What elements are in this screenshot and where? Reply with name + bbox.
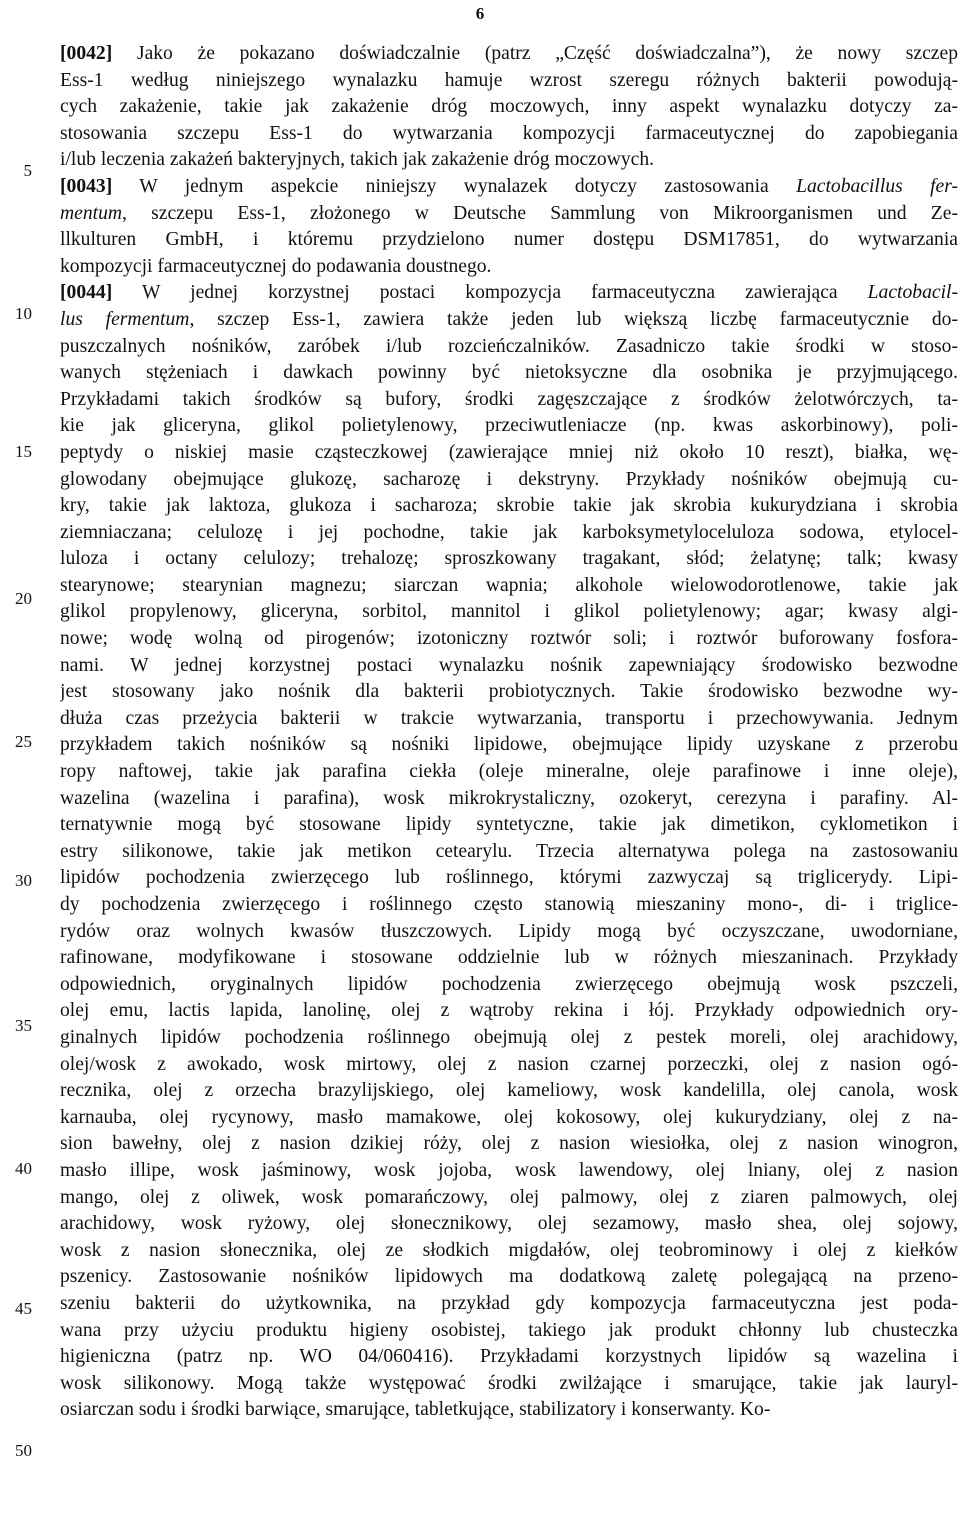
text-line: wazelina (wazelina i parafina), wosk mikrokrystaliczny, ozokeryt, cerezyna i parafiny. Al- [60, 787, 958, 809]
text-line: olej emu, lactis lapida, lanolinę, olej z wątroby rekina i łój. Przykłady odpowiednich ory- [60, 1000, 958, 1022]
text-line: llkulturen GmbH, i któremu przydzielono numer dostępu DSM17851, do wytwarzania [60, 229, 958, 251]
text-line: olej/wosk z awokado, wosk mirtowy, olej z nasion czarnej porzeczki, olej z nasion ogó- [60, 1053, 958, 1075]
text-line: lus fermentum, szczep Ess-1, zawiera także jeden lub większą liczbę farmaceutycznie do- [60, 308, 958, 330]
text-line: rydów oraz wolnych kwasów tłuszczowych. Lipidy mogą być oczyszczane, uwodorniane, [60, 920, 958, 942]
line-number: 45 [15, 1299, 32, 1318]
text-line: Przykładami takich środków są bufory, środki zagęszczające z środków żelotwórczych, ta- [60, 388, 958, 410]
text-line: Ess-1 według niniejszego wynalazku hamuje wzrost szeregu różnych bakterii powodują- [60, 69, 958, 91]
text-line: kompozycji farmaceutycznej do podawania doustnego. [60, 255, 492, 277]
text-line: recznika, olej z orzecha brazylijskiego, olej kameliowy, wosk kandelilla, olej canola, wosk [60, 1080, 958, 1102]
text-line: osiarczan sodu i środki barwiące, smarujące, tabletkujące, stabilizatory i konserwanty. Ko- [60, 1399, 771, 1421]
text-line: dy pochodzenia zwierzęcego i roślinnego często stanowią mieszaniny mono-, di- i triglice- [60, 894, 958, 915]
line-number: 15 [15, 442, 32, 461]
text-line: puszczalnych nośników, zaróbek i/lub rozcieńczalników. Zasadniczo takie środki w stoso- [60, 335, 958, 357]
line-number: 40 [15, 1159, 32, 1178]
text-line: ziemniaczana; celulozę i jej pochodne, takie jak karboksymetyloceluloza sodowa, etylocel- [60, 521, 958, 543]
text-line: estry silikonowe, takie jak metikon cetearylu. Trzecia alternatywa polega na zastosowaniu [60, 840, 958, 862]
text-line: przykładem takich nośników są nośniki lipidowe, obejmujące lipidy uzyskane z przerobu [60, 734, 958, 756]
text-line: glikol propylenowy, gliceryna, sorbitol, mannitol i glikol polietylenowy; agar; kwasy algi- [60, 601, 958, 623]
text-line: kie jak gliceryna, glikol polietylenowy, przeciwutleniacze (np. kwas askorbinowy), poli- [60, 415, 958, 437]
text-line: nowe; wodę wolną od pirogenów; izotoniczny roztwór soli; i roztwór buforowany fosfora- [60, 628, 958, 650]
text-line: luloza i octany celulozy; trehalozę; sproszkowany tragakant, słód; żelatynę; talk; kwasy [60, 548, 958, 570]
text-line: mentum, szczepu Ess-1, złożonego w Deutsche Sammlung von Mikroorganismen und Ze- [60, 202, 958, 224]
line-number-column [0, 0, 40, 1515]
text-line: ropy naftowej, takie jak parafina ciekła (oleje mineralne, oleje parafinowe i inne oleje), [60, 761, 958, 783]
text-line: sion bawełny, olej z nasion dzikiej róży, olej z nasion wiesiołka, olej z nasion winogron, [60, 1133, 958, 1155]
paragraph-label: [0042] [60, 43, 113, 64]
text-line: arachidowy, wosk ryżowy, olej słonecznikowy, olej sezamowy, masło shea, olej sojowy, [60, 1213, 958, 1235]
line-number: 30 [15, 871, 32, 890]
text-line: [0042] Jako że pokazano doświadczalnie (patrz „Część doświadczalna”), że nowy szczep [60, 43, 958, 64]
text-line: [0044] W jednej korzystnej postaci kompozycja farmaceutyczna zawierająca Lactobacil- [60, 282, 958, 304]
text-line: higieniczna (patrz np. WO 04/060416). Przykładami korzystnych lipidów są wazelina i [60, 1346, 958, 1368]
text-line: ternatywnie mogą być stosowane lipidy syntetyczne, takie jak dimetikon, cyklometikon i [60, 814, 958, 836]
text-line: jest stosowany jako nośnik dla bakterii probiotycznych. Takie środowisko bezwodne wy- [60, 681, 958, 703]
text-line: peptydy o niskiej masie cząsteczkowej (zawierające mniej niż około 10 reszt), białka, wę- [60, 441, 958, 463]
text-line: kry, takie jak laktoza, glukoza i sacharoza; skrobie takie jak skrobia kukurydziana i skrobia [60, 495, 958, 517]
text-line: nami. W jednej korzystnej postaci wynalazku nośnik zapewniający środowisko bezwodne [60, 654, 958, 676]
paragraph-label: [0044] [60, 282, 113, 304]
text-line: wosk silikonowy. Mogą także występować środki zwilżające i smarujące, takie jak lauryl- [60, 1372, 958, 1394]
line-number: 50 [15, 1441, 32, 1460]
text-line: lipidów pochodzenia zwierzęcego lub roślinnego, którymi zazwyczaj są triglicerydy. Lipi- [60, 867, 958, 889]
page-number: 6 [475, 4, 485, 23]
text-line: pszenicy. Zastosowanie nośników lipidowych ma dodatkową zaletę polegającą na przeno- [60, 1266, 958, 1288]
text-line: mango, olej z oliwek, wosk pomarańczowy, olej palmowy, olej z ziaren palmowych, olej [60, 1186, 958, 1208]
text-line: szeniu bakterii do użytkownika, na przykład gdy kompozycja farmaceutyczna jest poda- [60, 1292, 958, 1314]
text-line: [0043] W jednym aspekcie niniejszy wynalazek dotyczy zastosowania Lactobacillus fer- [60, 175, 958, 197]
line-number: 20 [15, 589, 32, 608]
text-line: glowodany obejmujące glukozę, sacharozę i dekstryny. Przykłady nośników obejmują cu- [60, 468, 958, 490]
text-line: i/lub leczenia zakażeń bakteryjnych, takich jak zakażenie dróg moczowych. [60, 149, 655, 171]
text-line: rafinowane, modyfikowane i stosowane oddzielnie lub w różnych mieszaninach. Przykłady [60, 947, 958, 969]
line-number: 10 [15, 304, 32, 323]
document-body [60, 41, 958, 1424]
paragraph-label: [0043] [60, 175, 113, 197]
text-line: masło illipe, wosk jaśminowy, wosk jojoba, wosk lawendowy, olej lniany, olej z nasion [60, 1159, 958, 1181]
text-line: wana przy użyciu produktu higieny osobistej, takiego jak produkt chłonny lub chusteczka [60, 1319, 958, 1341]
line-number: 25 [15, 732, 32, 751]
text-line: wosk z nasion słonecznika, olej ze słodkich migdałów, olej teobrominowy i olej z kiełków [60, 1239, 958, 1261]
line-number: 5 [23, 161, 32, 180]
text-line: stearynowe; stearynian magnezu; siarczan wapnia; alkohole wielowodorotlenowe, takie jak [60, 574, 958, 596]
text-line: ginalnych lipidów pochodzenia roślinnego obejmują olej z pestek moreli, olej arachidowy, [60, 1026, 958, 1048]
text-line: stosowania szczepu Ess-1 do wytwarzania kompozycji farmaceutycznej do zapobiegania [60, 122, 958, 144]
text-line: odpowiednich, oryginalnych lipidów pochodzenia zwierzęcego obejmują wosk pszczeli, [60, 973, 958, 995]
text-line: karnauba, olej rycynowy, masło mamakowe, olej kokosowy, olej kukurydziany, olej z na- [60, 1106, 958, 1128]
text-line: wanych stężeniach i dawkach powinny być nietoksyczne dla osobnika je przyjmującego. [60, 362, 958, 384]
line-number: 35 [15, 1016, 32, 1035]
text-line: dłuża czas przeżycia bakterii w trakcie wytwarzania, transportu i przechowywania. Jednym [60, 707, 958, 729]
text-line: cych zakażenie, takie jak zakażenie dróg moczowych, inny aspekt wynalazku dotyczy za- [60, 96, 958, 118]
